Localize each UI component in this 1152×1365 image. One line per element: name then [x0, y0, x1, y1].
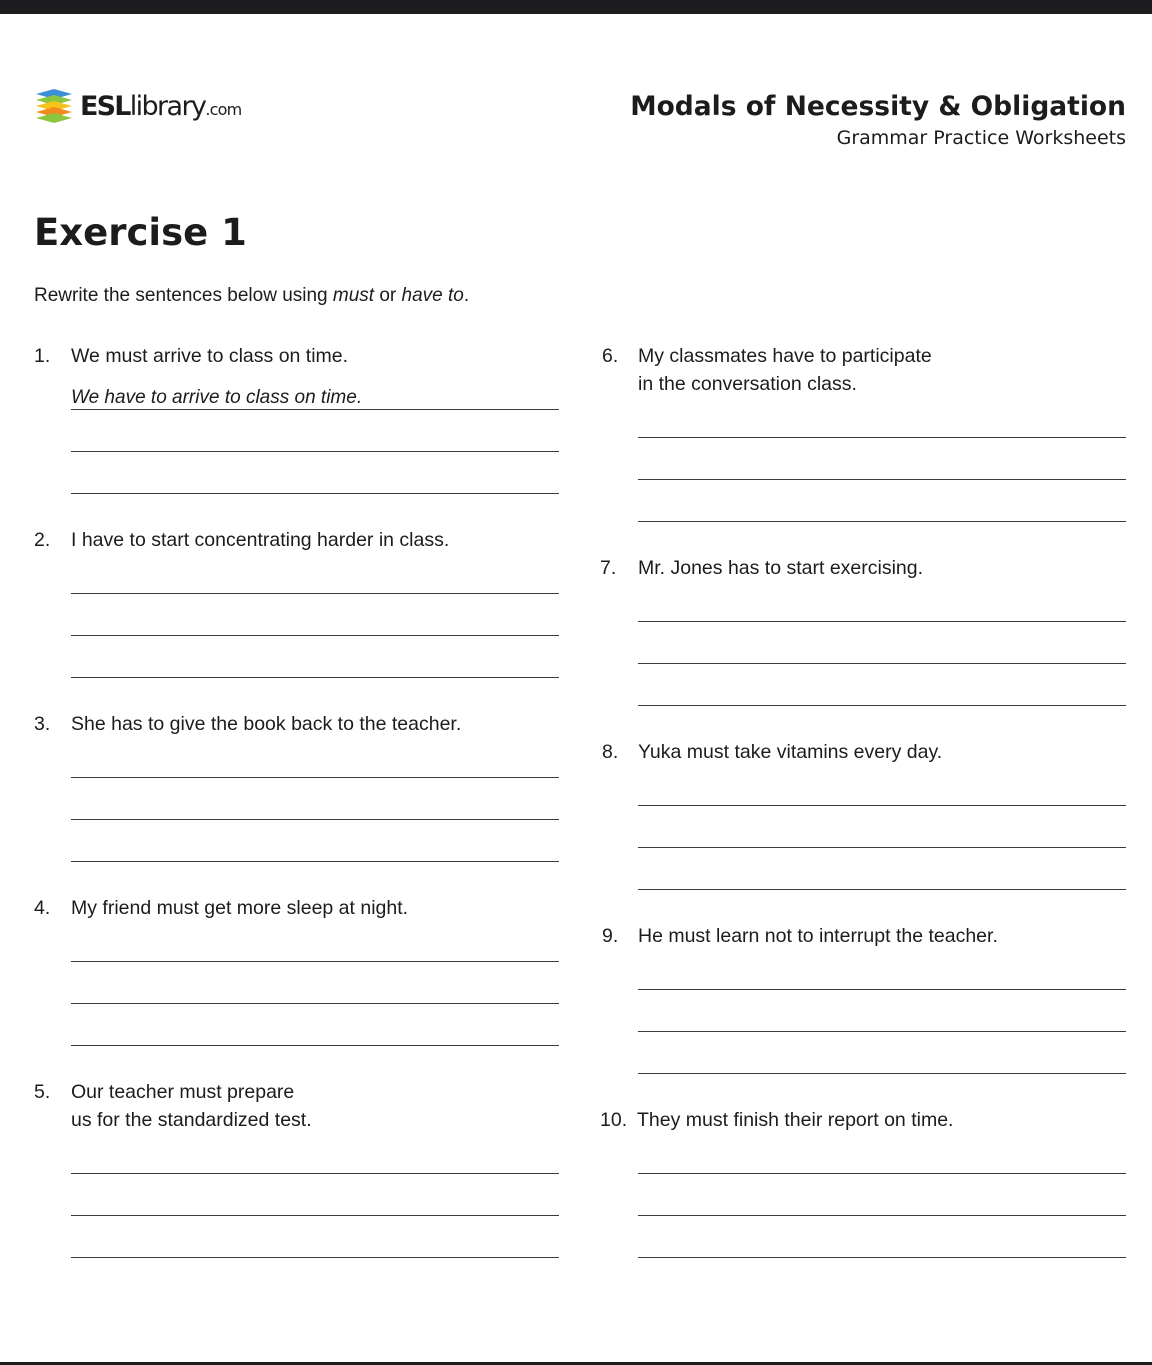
- answer-line[interactable]: [638, 1073, 1126, 1074]
- answer-line[interactable]: [71, 593, 559, 594]
- item-number: 8.: [602, 741, 619, 763]
- answer-line[interactable]: [638, 705, 1126, 706]
- logo-com: .com: [205, 99, 242, 119]
- esl-library-logo[interactable]: [34, 86, 241, 126]
- answer-line[interactable]: [638, 805, 1126, 806]
- book-stack-icon: [34, 88, 74, 124]
- instructions-or: or: [374, 285, 402, 306]
- instructions-have-to: have to: [401, 285, 464, 306]
- exercise-instructions: [34, 285, 469, 307]
- instructions-must: must: [332, 285, 375, 306]
- answer-line[interactable]: [638, 621, 1126, 622]
- worksheet-subtitle: Grammar Practice Worksheets: [836, 127, 1126, 149]
- answer-line[interactable]: [71, 409, 559, 410]
- answer-line[interactable]: [638, 437, 1126, 438]
- answer-line[interactable]: [638, 889, 1126, 890]
- answer-line[interactable]: [71, 961, 559, 962]
- answer-line[interactable]: [71, 451, 559, 452]
- answer-line[interactable]: [638, 1257, 1126, 1258]
- item-sentence: She has to give the book back to the teacher.: [71, 713, 462, 735]
- logo-library: library: [129, 90, 206, 122]
- answer-line[interactable]: [71, 1173, 559, 1174]
- logo-text: [80, 90, 242, 122]
- answer-line[interactable]: [638, 1215, 1126, 1216]
- worksheet-title: Modals of Necessity & Obligation: [630, 91, 1126, 122]
- answer-line[interactable]: [71, 819, 559, 820]
- answer-line[interactable]: [638, 989, 1126, 990]
- item-number: 7.: [600, 557, 617, 579]
- answer-line[interactable]: [638, 521, 1126, 522]
- item-number: 3.: [34, 713, 51, 735]
- item-number: 5.: [34, 1081, 51, 1103]
- logo-esl: ESL: [80, 90, 130, 122]
- instructions-period: .: [463, 285, 470, 306]
- item-number: 1.: [34, 345, 51, 367]
- item-sentence: Mr. Jones has to start exercising.: [638, 557, 924, 579]
- item-number: 6.: [602, 345, 619, 367]
- answer-line[interactable]: [71, 1215, 559, 1216]
- answer-line[interactable]: [638, 1173, 1126, 1174]
- item-sentence: We must arrive to class on time.: [71, 345, 349, 367]
- answer-line[interactable]: [71, 1257, 559, 1258]
- item-number: 4.: [34, 897, 51, 919]
- item-sentence: Yuka must take vitamins every day.: [638, 741, 943, 763]
- top-bar: [0, 0, 1152, 14]
- instructions-text: Rewrite the sentences below using: [34, 285, 333, 306]
- item-sentence-cont: us for the standardized test.: [71, 1109, 312, 1131]
- item-sentence: My classmates have to participate: [638, 345, 932, 367]
- exercise-heading: Exercise 1: [34, 211, 247, 254]
- item-sentence: He must learn not to interrupt the teacher.: [638, 925, 998, 947]
- item-sentence: I have to start concentrating harder in class.: [71, 529, 450, 551]
- answer-line[interactable]: [71, 635, 559, 636]
- item-sentence: My friend must get more sleep at night.: [71, 897, 409, 919]
- answer-line[interactable]: [71, 677, 559, 678]
- answer-line[interactable]: [638, 847, 1126, 848]
- answer-line[interactable]: [71, 1003, 559, 1004]
- answer-line[interactable]: [638, 1031, 1126, 1032]
- answer-line[interactable]: [71, 493, 559, 494]
- item-sentence: Our teacher must prepare: [71, 1081, 295, 1103]
- answer-line[interactable]: [71, 861, 559, 862]
- item-number: 9.: [602, 925, 619, 947]
- answer-line[interactable]: [638, 479, 1126, 480]
- item-sentence-cont: in the conversation class.: [638, 373, 857, 395]
- answer-line[interactable]: [71, 777, 559, 778]
- answer-line[interactable]: [638, 663, 1126, 664]
- item-sentence: They must finish their report on time.: [637, 1109, 954, 1131]
- item-number: 2.: [34, 529, 51, 551]
- example-answer: We have to arrive to class on time.: [71, 387, 363, 408]
- answer-line[interactable]: [71, 1045, 559, 1046]
- item-number: 10.: [600, 1109, 628, 1131]
